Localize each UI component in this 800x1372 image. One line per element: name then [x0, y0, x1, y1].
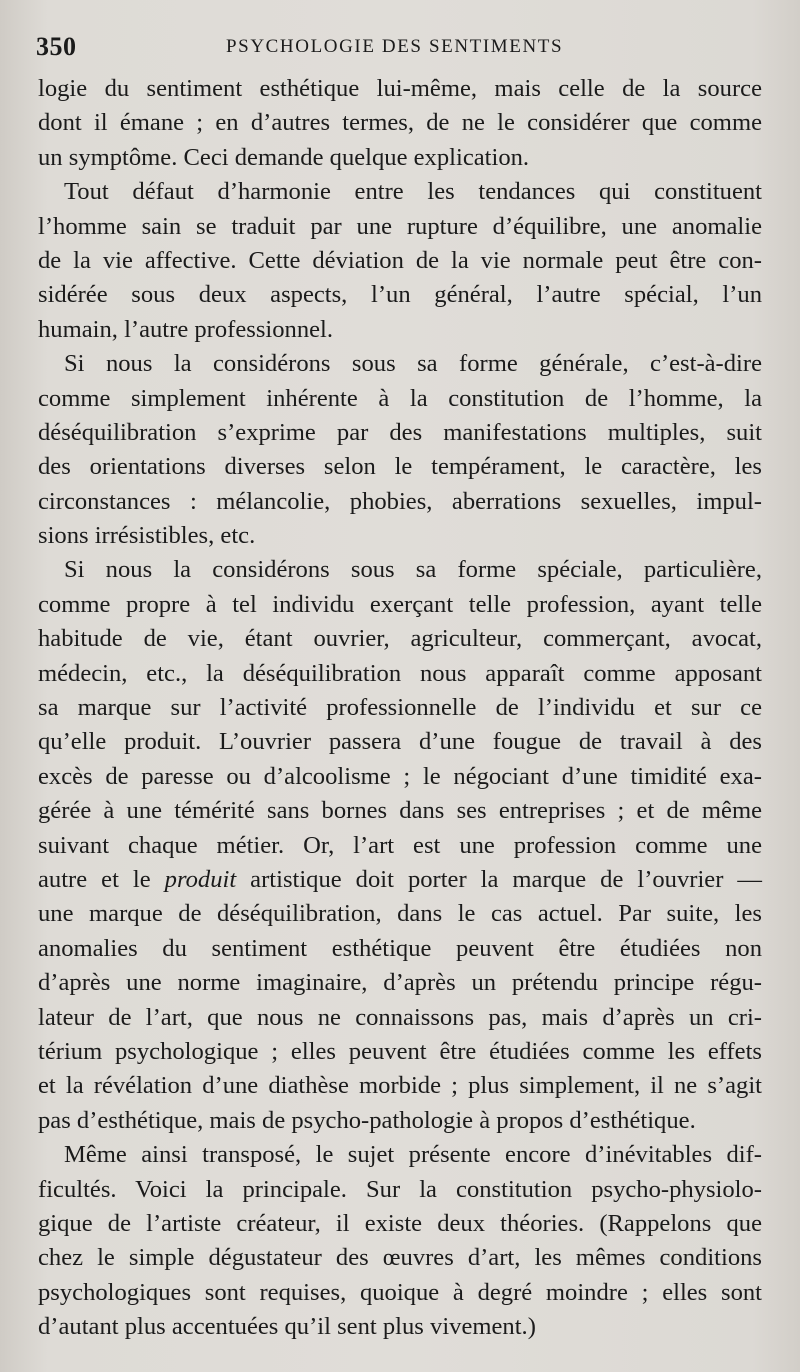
paragraph [38, 1138, 762, 1344]
text-line: gique de l’artiste créateur, il existe deux théories. (Rappelons que [38, 1209, 762, 1237]
running-title: PSYCHOLOGIE DES SENTIMENTS [226, 36, 564, 57]
text-line: lateur de l’art, que nous ne connaissons pas, mais d’après un cri- [38, 1003, 762, 1031]
text-line: excès de paresse ou d’alcoolisme ; le négociant d’une timidité exa- [38, 762, 762, 790]
text-line: Si nous la considérons sous sa forme spéciale, particulière, [64, 556, 762, 584]
text-line: d’autant plus accentuées qu’il sent plus vivement.) [38, 1313, 536, 1341]
text-line: gérée à une témérité sans bornes dans ses entreprises ; et de même [38, 797, 762, 825]
paragraph [38, 553, 762, 1138]
italic-word: produit [164, 865, 237, 893]
text-line: une marque de déséquilibration, dans le cas actuel. Par suite, les [38, 900, 762, 928]
text-line: des orientations diverses selon le tempérament, le caractère, les [38, 453, 762, 481]
body-text [38, 72, 762, 1344]
text-line: anomalies du sentiment esthétique peuvent être étudiées non [38, 934, 762, 962]
text-line: logie du sentiment esthétique lui-même, mais celle de la source [38, 75, 762, 102]
text-line: un symptôme. Ceci demande quelque explication. [38, 143, 530, 171]
text-line: sidérée sous deux aspects, l’un général, l’autre spécial, l’un [38, 281, 762, 309]
text-line: pas d’esthétique, mais de psycho-pathologie à propos d’esthétique. [38, 1106, 696, 1134]
text-line: Tout défaut d’harmonie entre les tendances qui constituent [64, 178, 762, 206]
text-line: térium psychologique ; elles peuvent être étudiées comme les effets [38, 1037, 762, 1065]
text-line: d’après une norme imaginaire, d’après un prétendu principe régu- [38, 969, 762, 997]
text-line: de la vie affective. Cette déviation de la vie normale peut être con- [38, 246, 762, 274]
text-line: sions irrésistibles, etc. [38, 522, 256, 550]
text-line: comme propre à tel individu exerçant telle profession, ayant telle [38, 590, 762, 618]
text-line: qu’elle produit. L’ouvrier passera d’une fougue de travail à des [38, 728, 762, 756]
text-line: circonstances : mélancolie, phobies, aberrations sexuelles, impul- [38, 487, 762, 515]
paragraph [38, 175, 762, 347]
paragraph [38, 347, 762, 553]
text-line: humain, l’autre professionnel. [38, 315, 334, 343]
page-number: 350 [36, 32, 77, 61]
text-line: dont il émane ; en d’autres termes, de ne le considérer que comme [38, 109, 762, 137]
text-line: et la révélation d’une diathèse morbide ; plus simplement, il ne s’agit [38, 1072, 762, 1100]
text-line: médecin, etc., la déséquilibration nous apparaît comme apposant [38, 659, 762, 687]
text-line: comme simplement inhérente à la constitution de l’homme, la [38, 384, 762, 412]
text-line: ficultés. Voici la principale. Sur la constitution psycho-physiolo- [38, 1175, 762, 1203]
text-line: Si nous la considérons sous sa forme générale, c’est-à-dire [64, 350, 762, 378]
text-line: psychologiques sont requises, quoique à degré moindre ; elles sont [38, 1278, 762, 1306]
text-line: chez le simple dégustateur des œuvres d’art, les mêmes conditions [38, 1244, 762, 1272]
text-line: habitude de vie, étant ouvrier, agriculteur, commerçant, avocat, [38, 625, 762, 653]
text-line: autre et le produit artistique doit porter la marque de l’ouvrier — [38, 865, 762, 893]
text-line: suivant chaque métier. Or, l’art est une profession comme une [38, 831, 762, 859]
text-line: sa marque sur l’activité professionnelle de l’individu et sur ce [38, 694, 762, 722]
text-line: Même ainsi transposé, le sujet présente encore d’inévitables dif- [64, 1141, 762, 1169]
paragraph [38, 72, 762, 175]
page-header [36, 30, 760, 66]
text-line: l’homme sain se traduit par une rupture d’équilibre, une anomalie [38, 212, 762, 240]
text-line: déséquilibration s’exprime par des manifestations multiples, suit [38, 418, 762, 446]
